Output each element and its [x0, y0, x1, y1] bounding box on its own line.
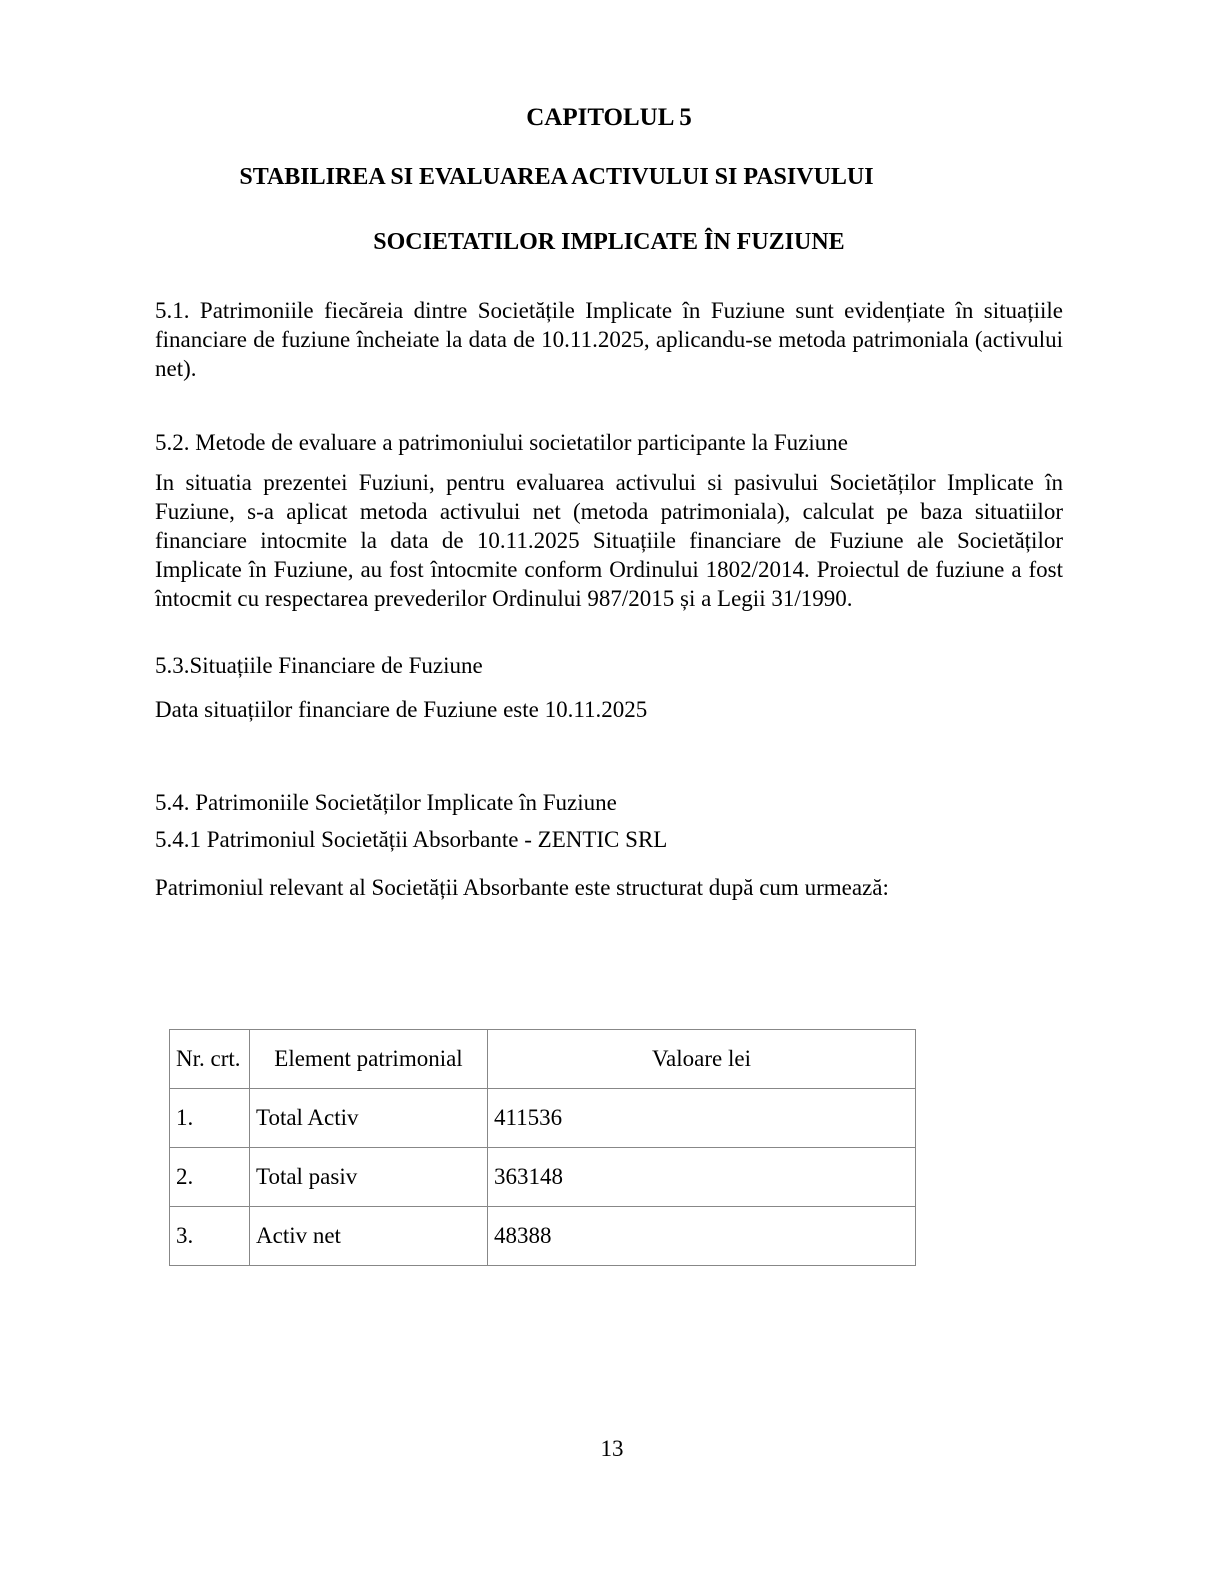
paragraph-5-3: Data situațiilor financiare de Fuziune este 10.11.2025 — [155, 697, 648, 722]
table-row — [170, 1089, 916, 1148]
header-valoare-lei: Valoare lei — [488, 1030, 916, 1089]
table-row — [170, 1148, 916, 1207]
paragraph-5-2: In situatia prezentei Fuziuni, pentru evaluarea activului si pasivului Societăților Implicate în Fuziune, s-a aplicat metoda activului net (metoda patrimoniala), calculat pe baza situatiilor financiare intocmite la data de 10.11.2025 Situațiile financiare de Fuziune ale Societăților Implicate în Fuziune, au fost întocmite conform Ordinului 1802/2014. Proiectul de fuziune a fost întocmit cu respectarea prevederilor Ordinului 987/2015 și a Legii 31/1990. — [155, 470, 1063, 611]
heading-5-4: 5.4. Patrimoniile Societăților Implicate în Fuziune — [155, 790, 617, 815]
page-number: 13 — [600, 1436, 624, 1461]
header-nr-crt: Nr. crt. — [170, 1030, 250, 1089]
chapter-heading: CAPITOLUL 5 — [526, 104, 692, 131]
cell-nr: 3. — [170, 1207, 250, 1266]
heading-5-4-1: 5.4.1 Patrimoniul Societății Absorbante - ZENTIC SRL — [155, 827, 668, 852]
heading-5-3: 5.3.Situațiile Financiare de Fuziune — [155, 653, 483, 678]
table-row — [170, 1207, 916, 1266]
cell-valoare: 48388 — [488, 1207, 916, 1266]
cell-element: Total Activ — [250, 1089, 488, 1148]
paragraph-5-4-1: Patrimoniul relevant al Societății Absorbante este structurat după cum urmează: — [155, 875, 889, 900]
patrimony-table — [169, 1029, 916, 1266]
title-line-2: SOCIETATILOR IMPLICATE ÎN FUZIUNE — [373, 229, 845, 255]
cell-element: Total pasiv — [250, 1148, 488, 1207]
paragraph-5-1: 5.1. Patrimoniile fiecăreia dintre Societățile Implicate în Fuziune sunt evidențiate în situațiile financiare de fuziune încheiate la data de 10.11.2025, aplicandu-se metoda patrimoniala (activului net). — [155, 298, 1063, 381]
cell-nr: 2. — [170, 1148, 250, 1207]
table-header-row — [170, 1030, 916, 1089]
header-element-patrimonial: Element patrimonial — [250, 1030, 488, 1089]
cell-valoare: 363148 — [488, 1148, 916, 1207]
cell-valoare: 411536 — [488, 1089, 916, 1148]
heading-5-2: 5.2. Metode de evaluare a patrimoniului societatilor participante la Fuziune — [155, 430, 848, 455]
cell-nr: 1. — [170, 1089, 250, 1148]
cell-element: Activ net — [250, 1207, 488, 1266]
title-line-1: STABILIREA SI EVALUAREA ACTIVULUI SI PASIVULUI — [239, 164, 874, 190]
